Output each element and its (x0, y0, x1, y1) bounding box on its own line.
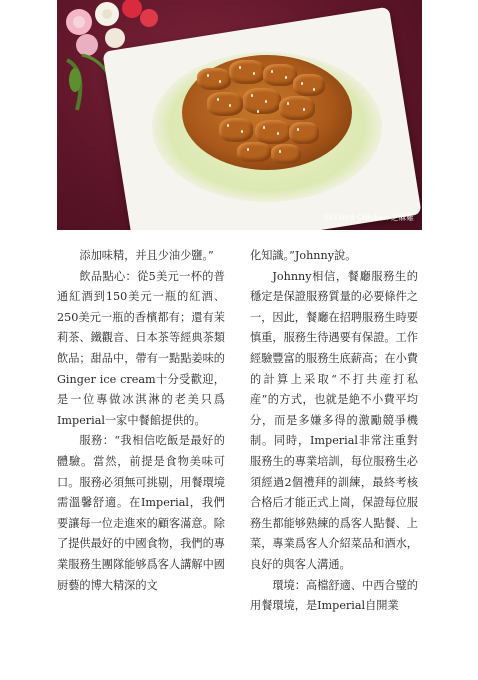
paragraph: 服務：“我相信吃飯是最好的體驗。當然，前提是食物美味可口。服務必須無可挑剔，用餐環境需溫馨舒適。在Imperial，我們要讓每一位走進來的顧客滿意。除了提供最好的中國食物，我們的專業服務生團隊能够爲客人講解中國厨藝的博大精深的文 (57, 434, 225, 592)
paragraph: Johnny相信，餐廳服務生的穩定是保證服務質量的必要條件之一，因此，餐廳在招聘服務生時要慎重，服務生待遇要有保證。工作經驗豐富的服務生底薪高；在小費的計算上采取“不打共産打私産”的方式，也就是絶不小費平均分，而是多嫌多得的激勵競爭機制。同時，Imperial非常注重對服務生的專業培訓，每位服務生必須經過2個禮拜的訓練，最終考核合格后才能正式上崗，保證每位服務生都能够熟練的爲客人點餐、上菜，專業爲客人介紹菜品和酒水，良好的與客人溝通。 (250, 269, 418, 571)
paragraph: 環境：高檔舒適、中西合璧的用餐環境，是Imperial自開業 (250, 578, 418, 613)
dish-photo (57, 0, 422, 230)
paragraph: 飲品點心：從5美元一杯的普通紅酒到150美元一瓶的紅酒、250美元一瓶的香檳都有；還有茉莉茶、鐵觀音、日本茶等經典茶類飲品；甜品中，帶有一點點姜味的Ginger ice cream十分受歡迎，是一位專做冰淇淋的老美只爲Imperial一家中餐館提供的。 (57, 269, 225, 427)
right-text-column (250, 246, 418, 617)
paragraph: 添加味精，并且少油少鹽。” (79, 249, 214, 262)
paragraph: 化知識。”Johnny說。 (250, 249, 357, 262)
photo-caption: Sesame Chicken 芝麻雞 (323, 213, 414, 222)
left-text-column (57, 246, 225, 596)
